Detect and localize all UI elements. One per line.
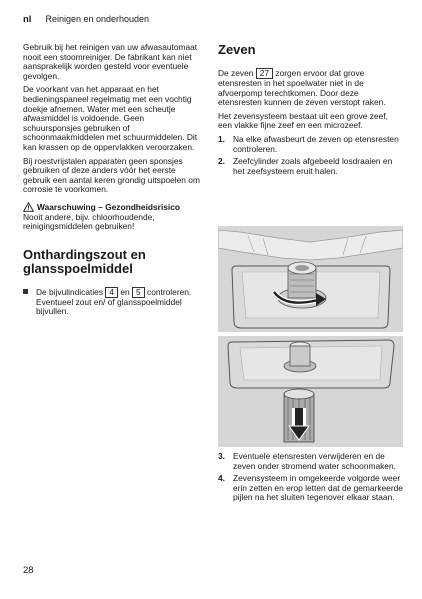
warning-triangle-icon — [23, 202, 34, 212]
steps-list-2 — [218, 452, 403, 503]
header-title: Reinigen en onderhouden — [45, 14, 150, 24]
filter-remove-drawing — [218, 336, 403, 447]
intro-paragraph-2: Het zevensysteem bestaat uit een grove zeef, een vlakke fijne zeef en een microzeef. — [218, 110, 388, 131]
step-item: 2. Zeefcylinder zoals afgebeeld losdraaien en het zeefsysteem eruit halen. — [218, 156, 393, 176]
indicator-5: 5 — [132, 287, 145, 298]
steps-list-1 — [218, 135, 403, 176]
step-item: 4. Zevensysteem in omgekeerde volgorde weer erin zetten en erop letten dat de gemarkeerde pijlen na het sluiten tegenover elkaar staan. — [218, 473, 403, 503]
right-column-continued — [218, 452, 403, 506]
section-title-salt: Onthardingszout en glansspoelmiddel — [23, 246, 146, 276]
paragraph-1: Gebruik bij het reinigen van uw afwasautomaat nooit een stoomreiniger. De fabrikant kan niet aansprakelijk worden gesteld voor eventuele gevolgen. — [23, 42, 198, 81]
bullet-text: De bijvulindicaties 4 en 5 controleren. Eventueel zout en/ of glansspoelmiddel bijvullen. — [36, 286, 192, 317]
filter-illustration-remove — [218, 336, 403, 447]
warning-text: Nooit andere, bijv. chloorhoudende, reinigingsmiddelen gebruiken! — [23, 211, 155, 232]
filter-unscrew-drawing — [218, 226, 403, 332]
filter-illustration-unscrew — [218, 226, 403, 332]
section-title-filters: Zeven — [218, 42, 256, 57]
page-header — [23, 14, 149, 25]
page-number: 28 — [23, 565, 34, 576]
step-item: 3. Eventuele etensresten verwijderen en de zeven onder stromend water schoonmaken. — [218, 451, 396, 471]
language-code: nl — [23, 14, 32, 25]
bullet-item — [23, 287, 203, 317]
warning-title: Waarschuwing – Gezondheidsrisico — [37, 201, 181, 212]
intro-paragraph: De zeven 27 zorgen ervoor dat grove etensresten in het spoelwater niet in de afvoerpomp terechtkomen. Door deze etensresten kunnen de zeven verstopt raken. — [218, 68, 386, 108]
step-item: 1. Na elke afwasbeurt de zeven op etensresten controleren. — [218, 133, 399, 154]
paragraph-2: De voorkant van het apparaat en het bedieningspaneel regelmatig met een vochtig doekje afnemen. Water met een scheutje afwasmiddel is voldoende. Geen schuursponsjes gebruiken of schoonmaakmiddelen met schuurmiddelen. Dit kan krassen op de oppervlakken veroorzaken. — [23, 84, 198, 152]
right-column — [218, 43, 403, 179]
left-column — [23, 43, 203, 317]
indicator-4: 4 — [105, 287, 118, 298]
filter-ref-27: 27 — [256, 68, 273, 79]
paragraph-3: Bij roestvrijstalen apparaten geen sponsjes gebruiken of deze anders vóór het eerste gebruik een aantal keren grondig uitspoelen om corrosie te voorkomen. — [23, 155, 200, 195]
bullet-square-icon — [23, 289, 28, 294]
